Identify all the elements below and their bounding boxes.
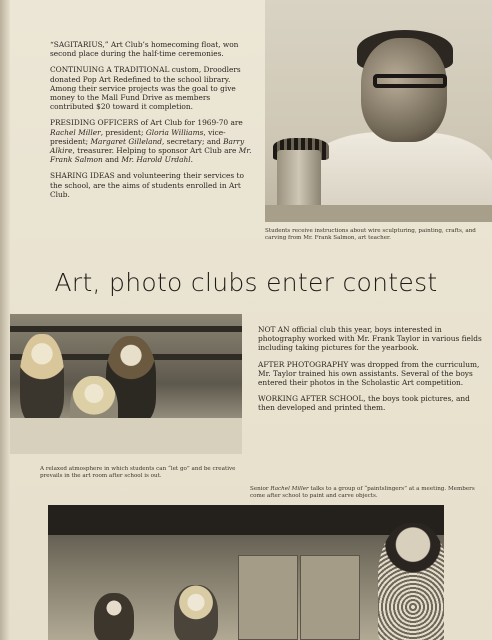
paragraph-sharing: SHARING IDEAS and volunteering their services to the school, are the aims of students enrolled in Art Club.: [50, 171, 244, 199]
standing-woman: [378, 523, 444, 640]
brush-jar: [277, 150, 321, 210]
glasses-shape: [373, 74, 447, 88]
chalkboard: [48, 505, 444, 535]
paragraph-afterschool: WORKING AFTER SCHOOL, the boys took pictures, and then developed and printed them.: [258, 394, 470, 413]
caption-room: A relaxed atmosphere in which students can “let go” and be creative prevails in the art room after school is out.: [40, 466, 236, 479]
headline: Art, photo clubs enter contest: [54, 268, 438, 297]
paragraph-curriculum: AFTER PHOTOGRAPHY was dropped from the curriculum, Mr. Taylor trained his own assistants. Several of the boys entered their photos in the Scholastic Art competition.: [258, 359, 480, 388]
paragraph-custom: CONTINUING A TRADITIONAL custom, Droodlers donated Pop Art Redefined to the school library. Among their service projects was the goal to give money to the Mall Fund Drive as members contributed $20 toward it completion.: [50, 65, 241, 112]
teacher-photo: [265, 0, 492, 222]
paragraph-float: “SAGITARIUS,” Art Club’s homecoming float, won second place during the half-time ceremonies.: [50, 40, 239, 59]
caption-teacher: Students receive instructions about wire sculpturing, painting, crafts, and carving from Mr. Frank Salmon, art teacher.: [265, 228, 476, 241]
art-room-photo: [10, 314, 242, 454]
meeting-photo: [48, 505, 444, 640]
top-left-column: [50, 40, 256, 206]
paragraph-officers: PRESIDING OFFICERS of Art Club for 1969-70 are Rachel Miller, president; Gloria Williams, vice-president; Margaret Gilleland, secretary; and Barry Alkire, treasurer. Helping to sponsor Art Club are Mr. Frank Salmon and Mr. Harold Urdahl.: [50, 118, 252, 165]
right-column: [258, 325, 484, 420]
paragraph-photo: NOT AN official club this year, boys interested in photography worked with Mr. Frank Taylor in various fields including taking pictures for the yearbook.: [258, 325, 482, 353]
caption-wide: Senior Rachel Miller talks to a group of “paintslingers” at a meeting. Members come after school to paint and carve objects.: [250, 486, 475, 499]
scan-edge: [0, 0, 10, 640]
